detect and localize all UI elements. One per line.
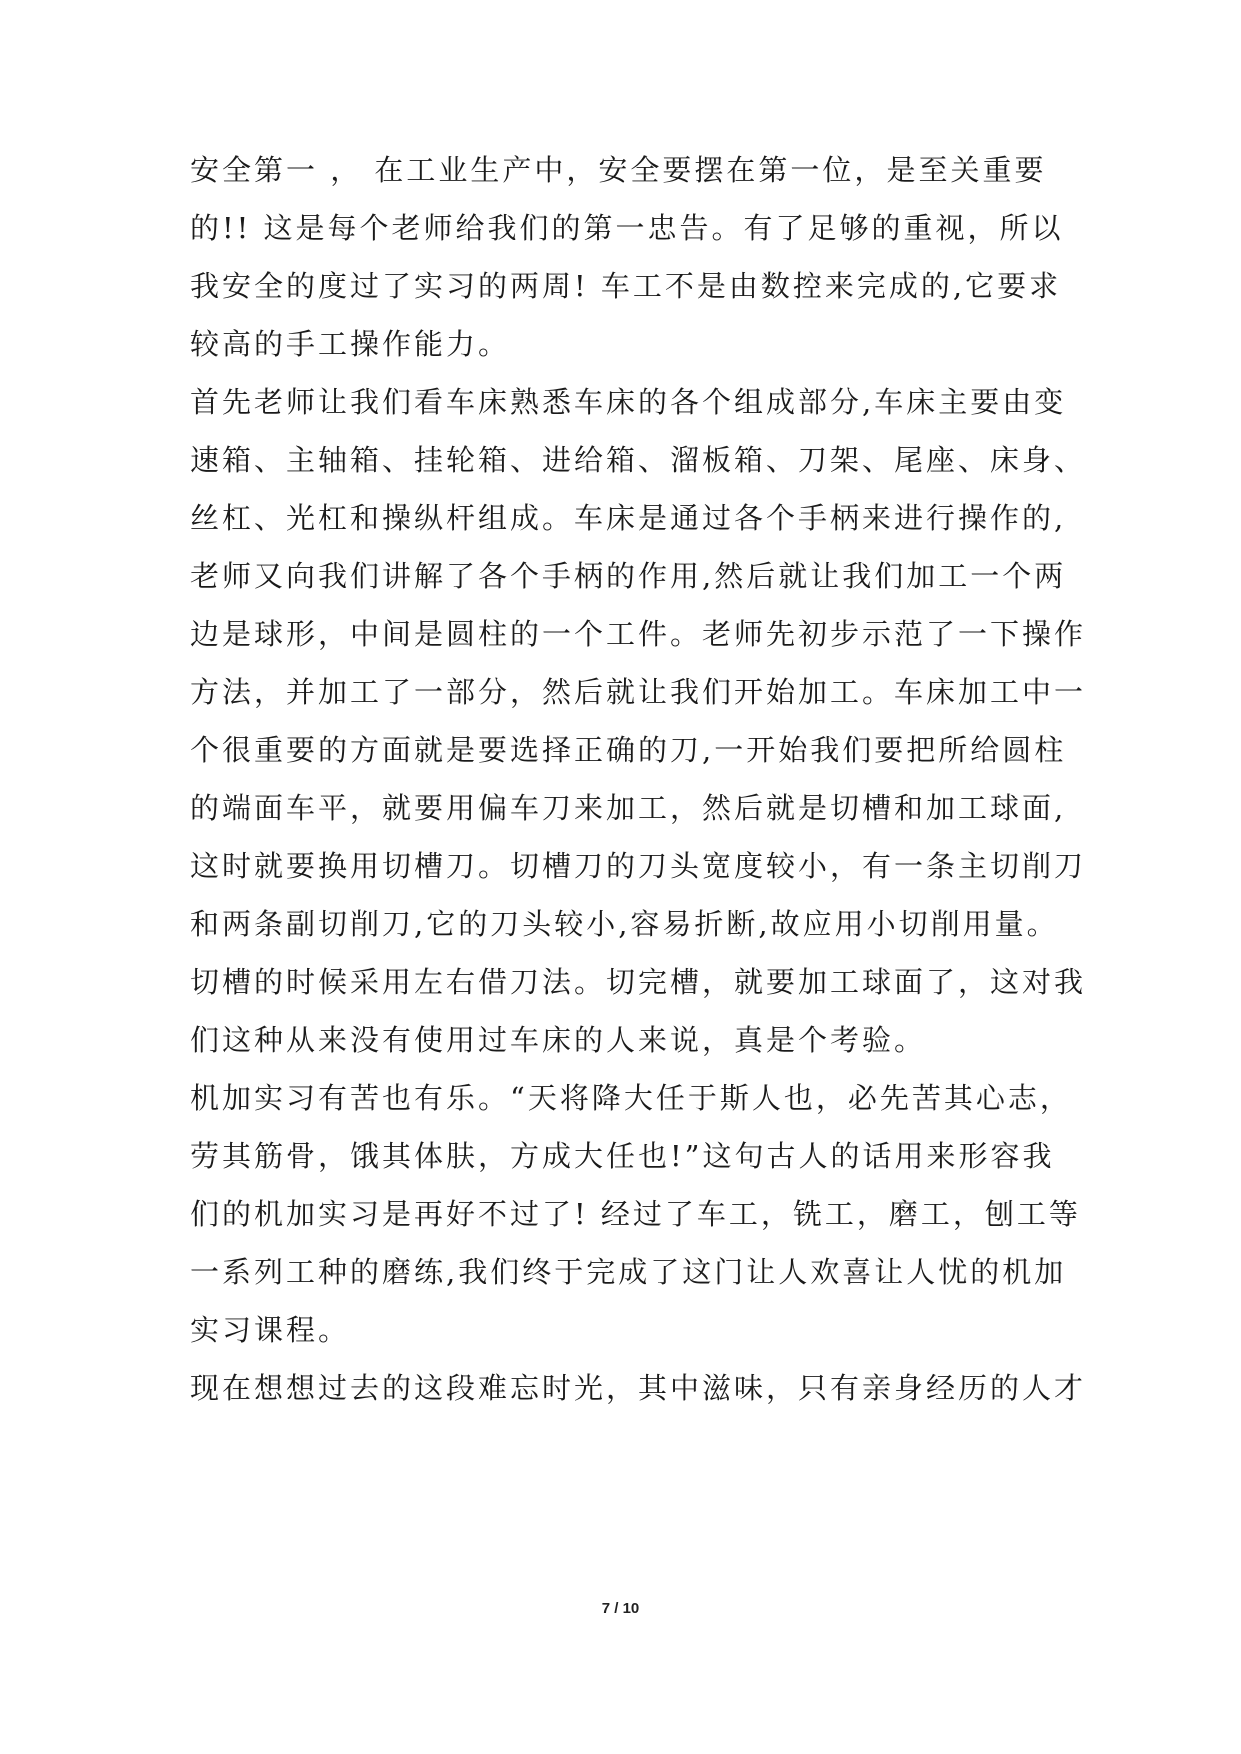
text-line: 这时就要换用切槽刀。切槽刀的刀头宽度较小，有一条主切削刀 xyxy=(190,849,1087,883)
text-line: 方法，并加工了一部分，然后就让我们开始加工。车床加工中一 xyxy=(190,675,1087,709)
text-line: 较高的手工操作能力。 xyxy=(190,327,511,361)
text-line: 安全第一 ， 在工业生产中，安全要摆在第一位，是至关重要 xyxy=(190,153,1047,187)
text-line: 们这种从来没有使用过车床的人来说，真是个考验。 xyxy=(190,1023,927,1057)
text-line: 们的机加实习是再好不过了! 经过了车工，铣工，磨工，刨工等 xyxy=(190,1197,1081,1231)
text-line: 老师又向我们讲解了各个手柄的作用,然后就让我们加工一个两 xyxy=(190,559,1067,593)
text-line: 的!! 这是每个老师给我们的第一忠告。有了足够的重视，所以 xyxy=(190,211,1064,245)
text-line: 首先老师让我们看车床熟悉车床的各个组成部分,车床主要由变 xyxy=(190,385,1067,419)
text-line: 机加实习有苦也有乐。“天将降大任于斯人也，必先苦其心志， xyxy=(190,1081,1072,1115)
text-line: 丝杠、光杠和操纵杆组成。车床是通过各个手柄来进行操作的, xyxy=(190,501,1067,535)
text-line: 边是球形，中间是圆柱的一个工件。老师先初步示范了一下操作 xyxy=(190,617,1087,651)
text-line: 的端面车平，就要用偏车刀来加工，然后就是切槽和加工球面, xyxy=(190,791,1067,825)
text-line: 现在想想过去的这段难忘时光，其中滋味，只有亲身经历的人才 xyxy=(190,1371,1087,1405)
text-line: 实习课程。 xyxy=(190,1313,351,1347)
text-line: 和两条副切削刀,它的刀头较小,容易折断,故应用小切削用量。 xyxy=(190,907,1059,941)
text-line: 我安全的度过了实习的两周! 车工不是由数控来完成的,它要求 xyxy=(190,269,1062,303)
text-line: 一系列工种的磨练,我们终于完成了这门让人欢喜让人忧的机加 xyxy=(190,1255,1067,1289)
page-number: 7 / 10 xyxy=(601,1600,640,1617)
text-line: 切槽的时候采用左右借刀法。切完槽，就要加工球面了，这对我 xyxy=(190,965,1087,999)
text-line: 速箱、主轴箱、挂轮箱、进给箱、溜板箱、刀架、尾座、床身、 xyxy=(190,443,1087,477)
text-line: 个很重要的方面就是要选择正确的刀,一开始我们要把所给圆柱 xyxy=(190,733,1067,767)
text-line: 劳其筋骨，饿其体肤，方成大任也!”这句古人的话用来形容我 xyxy=(190,1139,1055,1173)
